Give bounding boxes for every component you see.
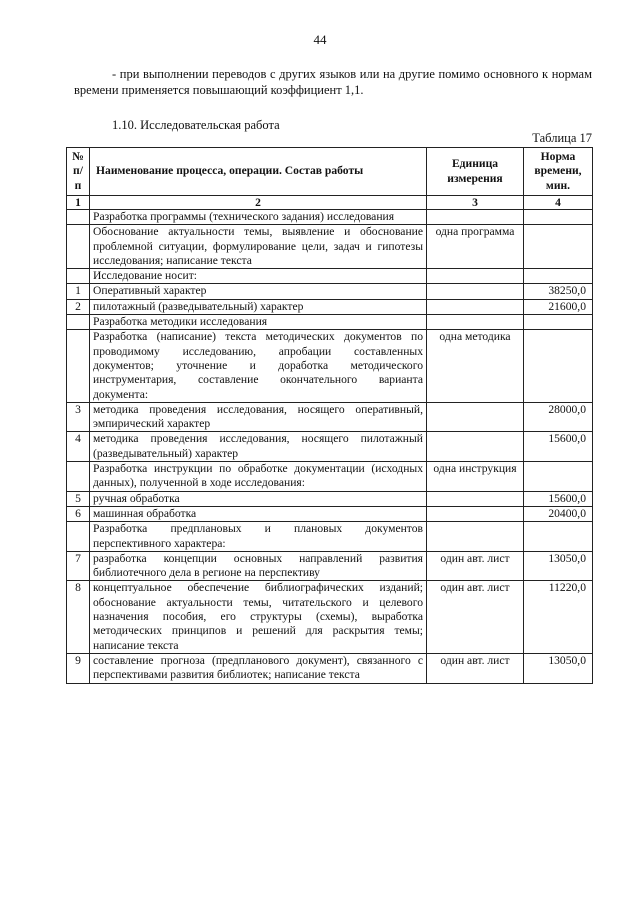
row-name: методика проведения исследования, носящего пилотажный (разведывательный) характер [90, 432, 427, 462]
row-unit [427, 402, 524, 432]
row-name: Разработка инструкции по обработке документации (исходных данных), полученной в ходе исследования: [90, 462, 427, 492]
section-title: 1.10. Исследовательская работа [112, 118, 280, 132]
row-norm [524, 315, 593, 330]
row-norm [524, 522, 593, 552]
row-unit: один авт. лист [427, 551, 524, 581]
row-name: Разработка программы (технического задания) исследования [90, 210, 427, 225]
row-norm: 20400,0 [524, 506, 593, 521]
table-row [67, 653, 593, 683]
row-norm [524, 269, 593, 284]
row-norm: 21600,0 [524, 299, 593, 314]
table-row [67, 284, 593, 299]
row-num: 7 [67, 551, 90, 581]
table-row [67, 299, 593, 314]
row-unit [427, 432, 524, 462]
row-num [67, 330, 90, 402]
row-unit [427, 269, 524, 284]
row-name: Исследование носит: [90, 269, 427, 284]
table-row [67, 581, 593, 653]
table-index-row [67, 196, 593, 210]
row-num [67, 269, 90, 284]
table-row [67, 269, 593, 284]
table-row [67, 462, 593, 492]
row-num: 4 [67, 432, 90, 462]
row-unit: один авт. лист [427, 581, 524, 653]
table-row [67, 315, 593, 330]
row-unit [427, 491, 524, 506]
row-unit: одна программа [427, 225, 524, 269]
row-name: Разработка методики исследования [90, 315, 427, 330]
row-name: концептуальное обеспечение библиографических изданий; обоснование актуальности темы, читательского и целевого назначения пособия, его структуры (схемы), выработка методических принципов и решений для раскрытия темы; написание текста [90, 581, 427, 653]
norms-table [66, 147, 593, 684]
row-unit: один авт. лист [427, 653, 524, 683]
index-cell: 1 [67, 196, 90, 210]
table-row [67, 330, 593, 402]
table-row [67, 522, 593, 552]
row-norm: 15600,0 [524, 432, 593, 462]
row-unit: одна инструкция [427, 462, 524, 492]
header-num: № п/п [67, 148, 90, 196]
row-unit [427, 315, 524, 330]
row-norm: 38250,0 [524, 284, 593, 299]
row-num: 6 [67, 506, 90, 521]
row-num: 1 [67, 284, 90, 299]
row-name: составление прогноза (предпланового документ), связанного с перспективами развития библиотек; написание текста [90, 653, 427, 683]
row-norm [524, 210, 593, 225]
row-name: машинная обработка [90, 506, 427, 521]
row-norm: 13050,0 [524, 653, 593, 683]
row-norm: 13050,0 [524, 551, 593, 581]
table-row [67, 402, 593, 432]
row-num [67, 315, 90, 330]
row-unit [427, 299, 524, 314]
row-name: Разработка предплановых и плановых документов перспективного характера: [90, 522, 427, 552]
page-number: 44 [313, 32, 327, 47]
index-cell: 4 [524, 196, 593, 210]
header-unit: Единица измерения [427, 148, 524, 196]
row-unit: одна методика [427, 330, 524, 402]
index-cell: 2 [90, 196, 427, 210]
table-row [67, 225, 593, 269]
table-row [67, 551, 593, 581]
row-num: 2 [67, 299, 90, 314]
row-norm [524, 330, 593, 402]
row-name: Оперативный характер [90, 284, 427, 299]
row-unit [427, 506, 524, 521]
row-norm [524, 225, 593, 269]
index-cell: 3 [427, 196, 524, 210]
table-row [67, 491, 593, 506]
row-name: разработка концепции основных направлений развития библиотечного дела в регионе на перспективу [90, 551, 427, 581]
row-num [67, 462, 90, 492]
row-name: ручная обработка [90, 491, 427, 506]
row-num [67, 210, 90, 225]
table-caption: Таблица 17 [532, 131, 592, 145]
row-name: пилотажный (разведывательный) характер [90, 299, 427, 314]
row-num: 8 [67, 581, 90, 653]
row-norm [524, 462, 593, 492]
row-norm: 11220,0 [524, 581, 593, 653]
header-norm: Норма времени, мин. [524, 148, 593, 196]
row-num [67, 225, 90, 269]
table-row [67, 432, 593, 462]
row-num [67, 522, 90, 552]
table-row [67, 506, 593, 521]
row-num: 3 [67, 402, 90, 432]
row-name: методика проведения исследования, носящего оперативный, эмпирический характер [90, 402, 427, 432]
row-norm: 15600,0 [524, 491, 593, 506]
row-num: 5 [67, 491, 90, 506]
row-name: Разработка (написание) текста методических документов по проводимому исследованию, апробации составленных документов; уточнение и доработка методического инструментария, составление окончательного варианта документа: [90, 330, 427, 402]
table-header-row [67, 148, 593, 196]
row-unit [427, 284, 524, 299]
row-num: 9 [67, 653, 90, 683]
row-unit [427, 210, 524, 225]
header-name: Наименование процесса, операции. Состав работы [90, 148, 427, 196]
row-name: Обоснование актуальности темы, выявление и обоснование проблемной ситуации, формулирование цели, задач и гипотезы исследования; написание текста [90, 225, 427, 269]
table-row [67, 210, 593, 225]
row-unit [427, 522, 524, 552]
intro-paragraph: - при выполнении переводов с других языков или на другие помимо основного к нормам времени применяется повышающий коэффициент 1,1. [74, 67, 592, 97]
row-norm: 28000,0 [524, 402, 593, 432]
